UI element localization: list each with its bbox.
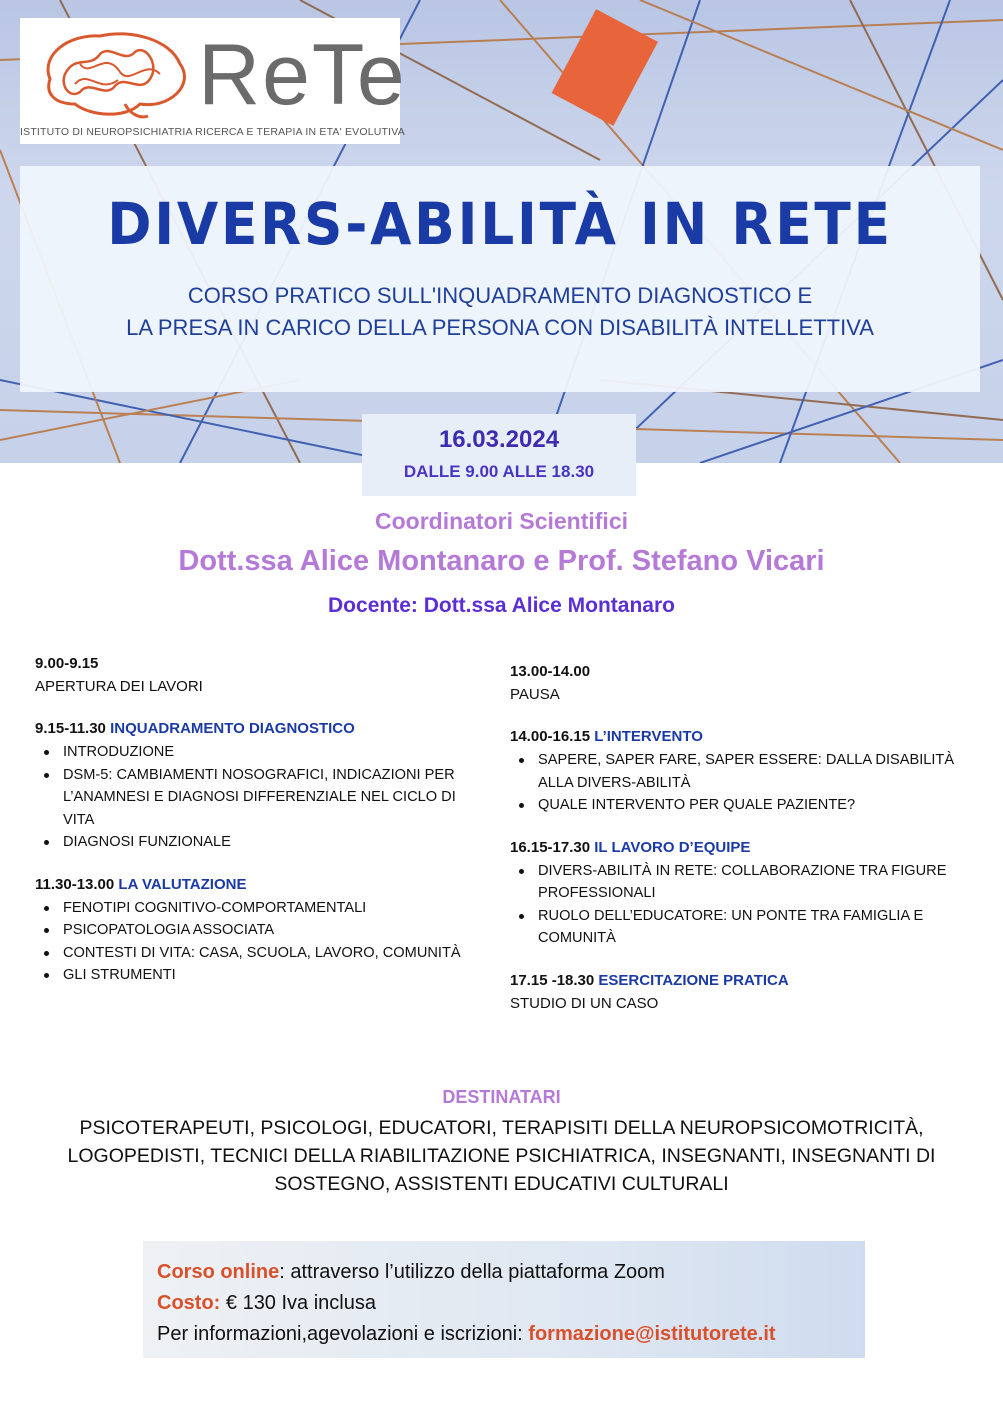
teacher-line: Docente: Dott.ssa Alice Montanaro (328, 594, 675, 617)
event-date: 16.03.2024 (438, 426, 560, 453)
slot-heading (35, 874, 485, 896)
slot-heading (35, 718, 485, 740)
orange-block-shape (552, 9, 658, 126)
date-panel (362, 414, 636, 496)
list-item: DIVERS-ABILITÀ IN RETE: COLLABORAZIONE TRA FIGURE PROFESSIONALI (510, 860, 975, 905)
slot-item-list (35, 897, 485, 987)
list-item: QUALE INTERVENTO PER QUALE PAZIENTE? (510, 794, 975, 817)
list-item: GLI STRUMENTI (35, 964, 485, 987)
program-slot (35, 874, 485, 987)
slot-heading (510, 726, 975, 748)
list-item: INTRODUZIONE (35, 741, 485, 764)
online-label: Corso online (157, 1261, 280, 1283)
coordinators-names: Dott.ssa Alice Montanaro e Prof. Stefano Vicari (178, 545, 825, 577)
program-slot (35, 653, 485, 698)
list-item: SAPERE, SAPER FARE, SAPER ESSERE: DALLA DISABILITÀ ALLA DIVERS-ABILITÀ (510, 749, 975, 794)
program-slot (510, 970, 975, 1015)
title-panel (20, 166, 980, 392)
subtitle (20, 280, 980, 344)
audience-text: PSICOTERAPEUTI, PSICOLOGI, EDUCATORI, TERAPISITI DELLA NEUROPSICOMOTRICITÀ, LOGOPEDISTI, TECNICI DELLA RIABILITAZIONE PSICHIATRICA, INSEGNANTI, INSEGNANTI DI SOSTEGNO, ASSISTENTI EDUCATIVI CULTURALI (67, 1117, 936, 1195)
list-item: DIAGNOSI FUNZIONALE (35, 831, 485, 854)
slot-heading (510, 970, 975, 992)
list-item: FENOTIPI COGNITIVO-COMPORTAMENTALI (35, 897, 485, 920)
slot-text: APERTURA DEI LAVORI (35, 678, 203, 695)
list-item: RUOLO DELL’EDUCATORE: UN PONTE TRA FAMIGLIA E COMUNITÀ (510, 905, 975, 950)
slot-time: 13.00-14.00 (510, 663, 591, 680)
online-line (157, 1257, 865, 1288)
program-slot (35, 718, 485, 854)
online-text: : attraverso l’utilizzo della piattaforma Zoom (279, 1261, 665, 1283)
program-right-column (510, 661, 975, 1035)
info-panel (143, 1241, 865, 1358)
subtitle-line-2: LA PRESA IN CARICO DELLA PERSONA CON DISABILITÀ INTELLETTIVA (126, 315, 874, 340)
slot-topic: L’INTERVENTO (594, 728, 703, 745)
email-link[interactable]: formazione@istitutorete.it (528, 1323, 776, 1345)
logo-tagline: ISTITUTO DI NEUROPSICHIATRIA RICERCA E TERAPIA IN ETA' EVOLUTIVA (20, 126, 405, 138)
slot-topic: IL LAVORO D’EQUIPE (594, 838, 751, 856)
list-item: DSM-5: CAMBIAMENTI NOSOGRAFICI, INDICAZIONI PER L’ANAMNESI E DIAGNOSI DIFFERENZIALE NEL CICLO DI VITA (35, 764, 485, 832)
slot-text: PAUSA (510, 686, 560, 703)
program-slot (510, 837, 975, 950)
cost-label: Costo: (157, 1292, 221, 1314)
contact-line (157, 1319, 865, 1350)
logo (20, 18, 407, 144)
slot-text: STUDIO DI UN CASO (510, 994, 659, 1012)
slot-heading (510, 837, 975, 859)
slot-topic: LA VALUTAZIONE (118, 875, 247, 893)
subtitle-line-1: CORSO PRATICO SULL'INQUADRAMENTO DIAGNOSTICO E (187, 283, 813, 308)
logo-wordmark: ReTe (198, 27, 407, 123)
slot-item-list (510, 749, 975, 817)
slot-item-list (35, 741, 485, 854)
list-item: PSICOPATOLOGIA ASSOCIATA (35, 919, 485, 942)
slot-time: 9.00-9.15 (35, 655, 99, 672)
slot-time: 11.30-13.00 (35, 875, 115, 893)
program-slot (510, 661, 975, 706)
cost-text: € 130 Iva inclusa (220, 1292, 376, 1314)
cost-line (157, 1288, 865, 1319)
brain-icon (30, 24, 195, 124)
page-title: DIVERS-ABILITÀ IN RETE (107, 190, 893, 258)
slot-time: 17.15 -18.30 (510, 971, 595, 989)
audience-title: DESTINATARI (442, 1087, 561, 1107)
slot-topic: ESERCITAZIONE PRATICA (598, 971, 789, 989)
program-slot (510, 726, 975, 817)
event-hours: DALLE 9.00 ALLE 18.30 (403, 462, 595, 481)
slot-topic: INQUADRAMENTO DIAGNOSTICO (110, 720, 355, 737)
slot-time: 16.15-17.30 (510, 838, 591, 856)
program-left-column (35, 653, 485, 1007)
slot-item-list (510, 860, 975, 950)
slot-time: 9.15-11.30 (35, 720, 106, 737)
list-item: CONTESTI DI VITA: CASA, SCUOLA, LAVORO, COMUNITÀ (35, 942, 485, 965)
contact-text: Per informazioni,agevolazioni e iscrizioni: (157, 1323, 529, 1345)
slot-time: 14.00-16.15 (510, 728, 591, 745)
coordinators-label: Coordinatori Scientifici (374, 508, 629, 534)
